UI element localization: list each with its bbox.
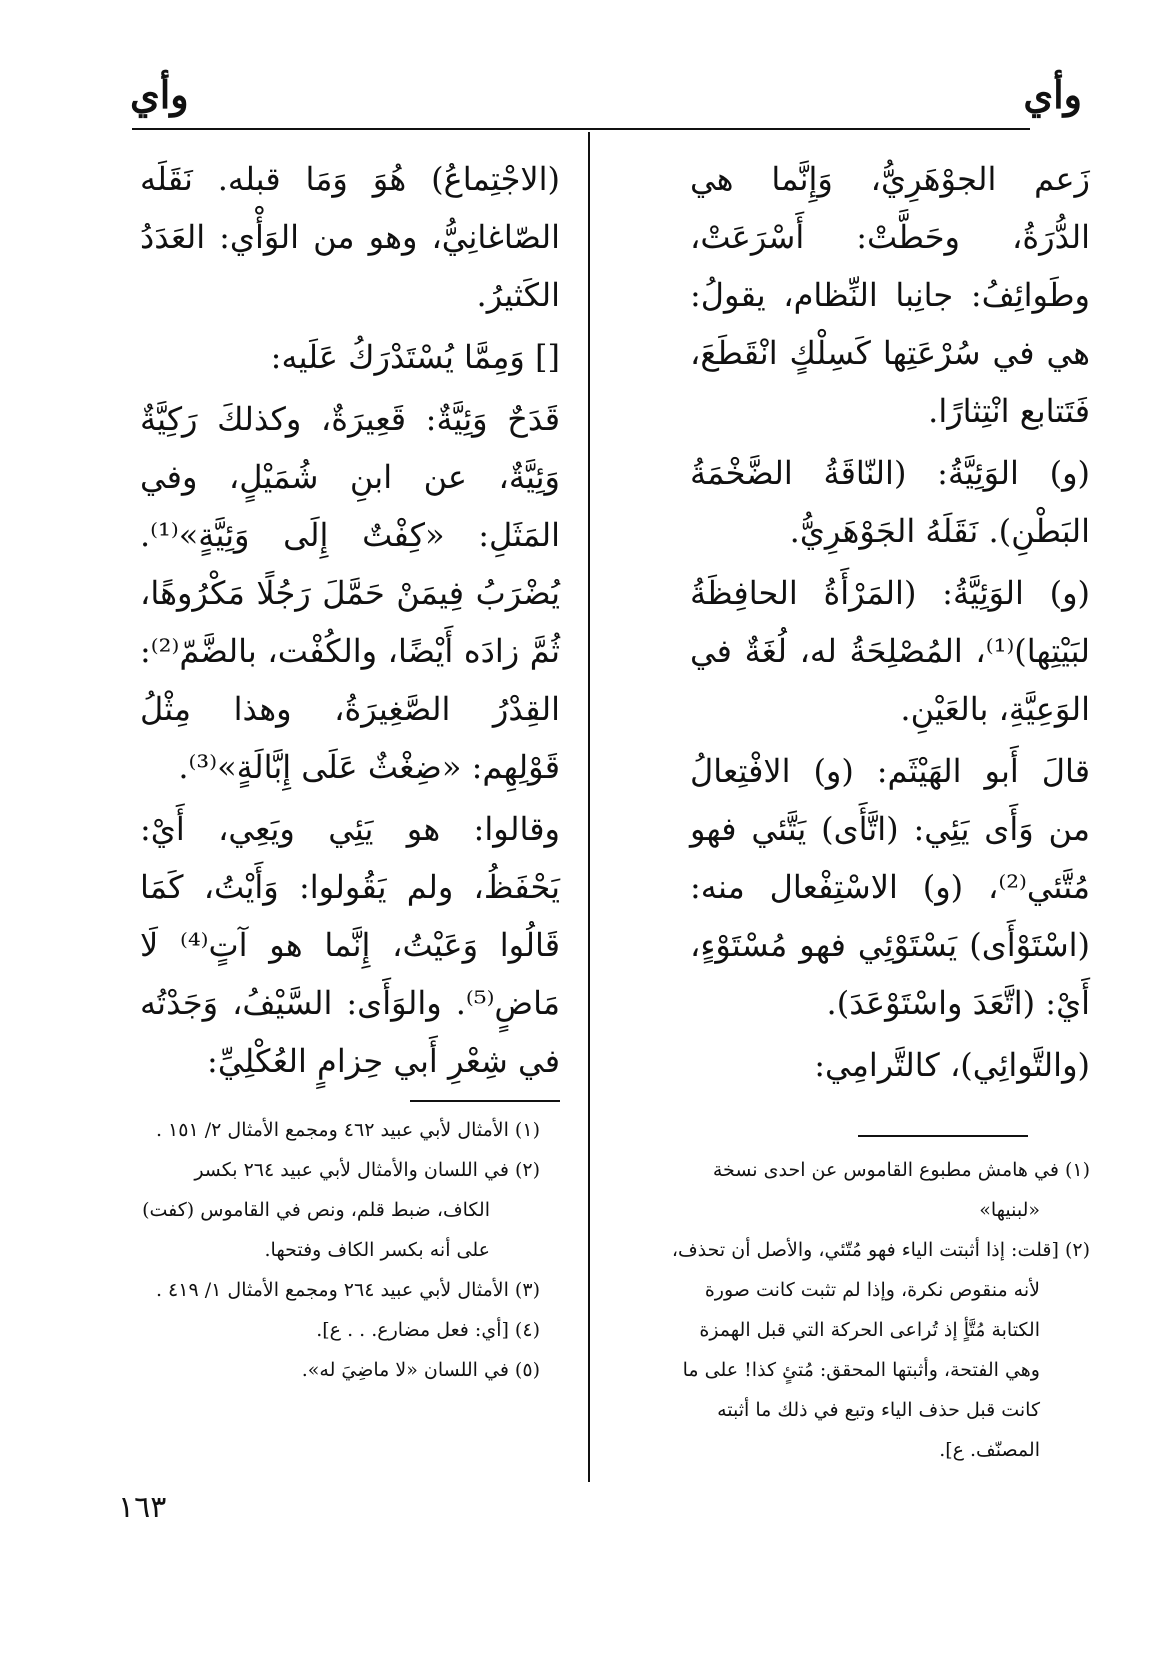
paragraph: قالَ أَبو الهَيْثَم: (و) الافْتِعالُ من وَأَى يَئِي: (اتَّأَى) يَتَّئي فهو مُتَّئي⁽²⁾، (و) الاسْتِفْعال منه: (اسْتَوْأَى) يَسْتَوْئِي فهو مُسْتَوْءٍ، أَيْ: (اتَّعَدَ واسْتَوْعَدَ).	[690, 752, 1090, 1022]
running-headword-left: وأي	[130, 72, 189, 117]
footnotes-left	[140, 1110, 540, 1390]
footnote: (٣) الأمثال لأبي عبيد ٢٦٤ ومجمع الأمثال ١/ ٤١٩ .	[155, 1279, 540, 1301]
paragraph: (و) الوَئِيَّةُ: (المَرْأَةُ الحافِظَةُ لبَيْتِها)⁽¹⁾، المُصْلِحَةُ له، لُغَةٌ في الوَعِيَّةِ، بالعَيْنِ.	[690, 574, 1090, 728]
paragraph: وقالوا: هو يَئِي ويَعِي، أَيْ: يَحْفَظُ، ولم يَقُولوا: وَأَيْتُ، كَمَا قَالُوا وَعَيْتُ، إِنَّما هو آتٍ⁽⁴⁾ لَا مَاضٍ⁽⁵⁾. والوَأَى: السَّيْفُ، وَجَدْتُه في شِعْرِ أَبي حِزامٍ العُكْلِيِّ:	[140, 810, 561, 1080]
paragraph: (و) الوَئِيَّةُ: (النّاقَةُ الضَّخْمَةُ البَطْنِ). نَقَلَهُ الجَوْهَرِيُّ.	[690, 454, 1090, 550]
left-column	[140, 150, 560, 1094]
paragraph: (الاجْتِماعُ) هُوَ وَمَا قبله. نَقَلَه الصّاغانِيُّ، وهو من الوَأْي: العَدَدُ الكَثيرُ.	[140, 160, 560, 314]
column-divider	[588, 132, 590, 1482]
paragraph: [] وَمِمَّا يُسْتَدْرَكُ عَلَيه:	[270, 338, 560, 376]
footnote: (٤) [أي: فعل مضارع. . . ع].	[316, 1319, 540, 1341]
paragraph: (والتَّوائِي)، كالتَّرامِي:	[814, 1046, 1090, 1084]
paragraph: زَعم الجوْهَرِيُّ، وَإِنَّما هي الدُّرَةُ، وحَطَّتْ: أَسْرَعَتْ، وطَوائِفُ: جانِبا النِّظام، يقولُ: هي في سُرْعَتِها كَسِلْكٍ انْقَطَعَ، فَتَتابع انْتِثارًا.	[690, 160, 1090, 430]
right-column	[690, 150, 1090, 1098]
footnote: (٢) [قلت: إذا أثبتت الياء فهو مُتّئي، والأصل أن تحذف، لأنه منقوص نكرة، وإذا لم تثبت كانت صورة الكتابة مُتَّأٍ إذ تُراعى الحركة التي قبل الهمزة وهي الفتحة، وأثبتها المحقق: مُتئٍ كذا! على ما كانت قبل حذف الياء وتبع في ذلك ما أثبته المصنّف. ع].	[671, 1239, 1090, 1461]
running-headword-right: وأي	[1023, 72, 1082, 117]
footnote: (٥) في اللسان «لا ماضِيَ له».	[301, 1359, 540, 1381]
footnote: (١) في هامش مطبوع القاموس عن احدى نسخة «لبنيها»	[712, 1159, 1090, 1221]
page-number: ١٦٣	[118, 1490, 167, 1525]
footnote: (١) الأمثال لأبي عبيد ٤٦٢ ومجمع الأمثال ٢/ ١٥١ .	[155, 1119, 540, 1141]
paragraph: قَدَحٌ وَئِيَّةٌ: قَعِيرَةٌ، وكذلكَ رَكِيَّةٌ وَئِيَّةٌ، عن ابنِ شُمَيْلٍ، وفي المَثَلِ: «كِفْتٌ إِلَى وَئِيَّةٍ»⁽¹⁾. يُضْرَبُ فِيمَنْ حَمَّلَ رَجُلًا مَكْرُوهًا، ثُمَّ زادَه أَيْضًا، والكُفْت، بالضَّمّ⁽²⁾: القِدْرُ الصَّغِيرَةُ، وهذا مِثْلُ قَوْلِهِم: «ضِغْثٌ عَلَى إِبَّالَةٍ»⁽³⁾.	[140, 400, 560, 786]
footnotes-right	[670, 1150, 1090, 1470]
header-rule	[132, 128, 1030, 130]
footnote-rule-right	[858, 1135, 1028, 1137]
footnote-rule-left	[410, 1100, 560, 1102]
footnote: (٢) في اللسان والأمثال لأبي عبيد ٢٦٤ بكسر الكاف، ضبط قلم، ونص في القاموس (كفت) على أنه بكسر الكاف وفتحها.	[142, 1159, 540, 1261]
